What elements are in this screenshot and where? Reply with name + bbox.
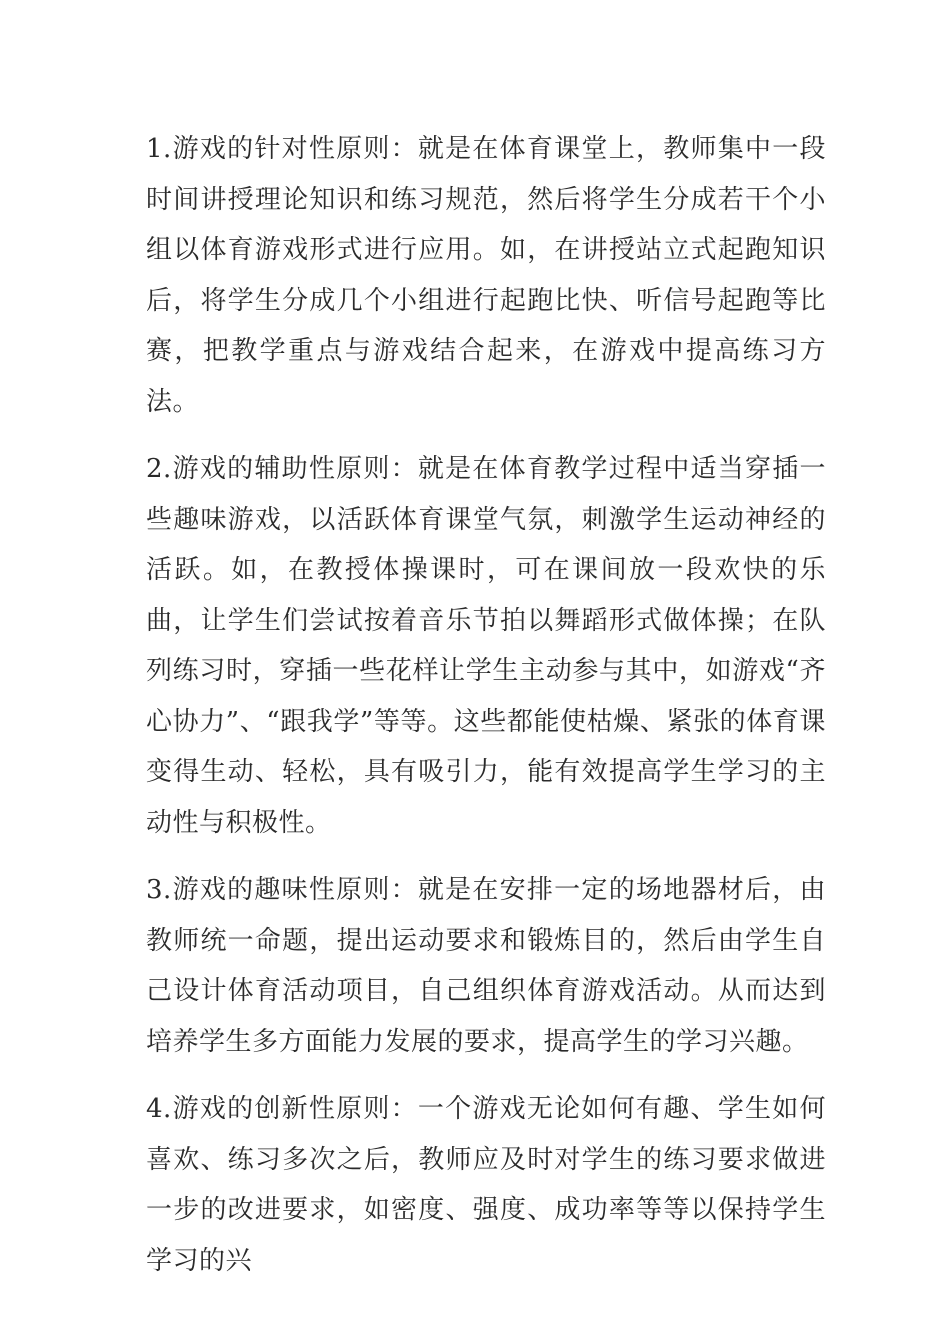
paragraph-innovation-principle: 4.游戏的创新性原则：一个游戏无论如何有趣、学生如何喜欢、练习多次之后，教师应及时对学生的练习要求做进一步的改进要求，如密度、强度、成功率等等以保持学生学习的兴	[146, 1094, 826, 1276]
paragraph-auxiliary-principle: 2.游戏的辅助性原则：就是在体育教学过程中适当穿插一些趣味游戏，以活跃体育课堂气氛，刺激学生运动神经的活跃。如，在教授体操课时，可在课间放一段欢快的乐曲，让学生们尝试按着音乐节拍以舞蹈形式做体操；在队列练习时，穿插一些花样让学生主动参与其中，如游戏“齐心协力”、“跟我学”等等。这些都能使枯燥、紧张的体育课变得生动、轻松，具有吸引力，能有效提高学生学习的主动性与积极性。	[146, 454, 826, 838]
paragraph-targeted-principle: 1.游戏的针对性原则：就是在体育课堂上，教师集中一段时间讲授理论知识和练习规范，然后将学生分成若干个小组以体育游戏形式进行应用。如，在讲授站立式起跑知识后，将学生分成几个小组进行起跑比快、听信号起跑等比赛，把教学重点与游戏结合起来，在游戏中提高练习方法。	[146, 134, 826, 417]
document-body	[146, 124, 826, 1303]
paragraph-interest-principle: 3.游戏的趣味性原则：就是在安排一定的场地器材后，由教师统一命题，提出运动要求和锻炼目的，然后由学生自己设计体育活动项目，自己组织体育游戏活动。从而达到培养学生多方面能力发展的要求，提高学生的学习兴趣。	[146, 875, 826, 1057]
